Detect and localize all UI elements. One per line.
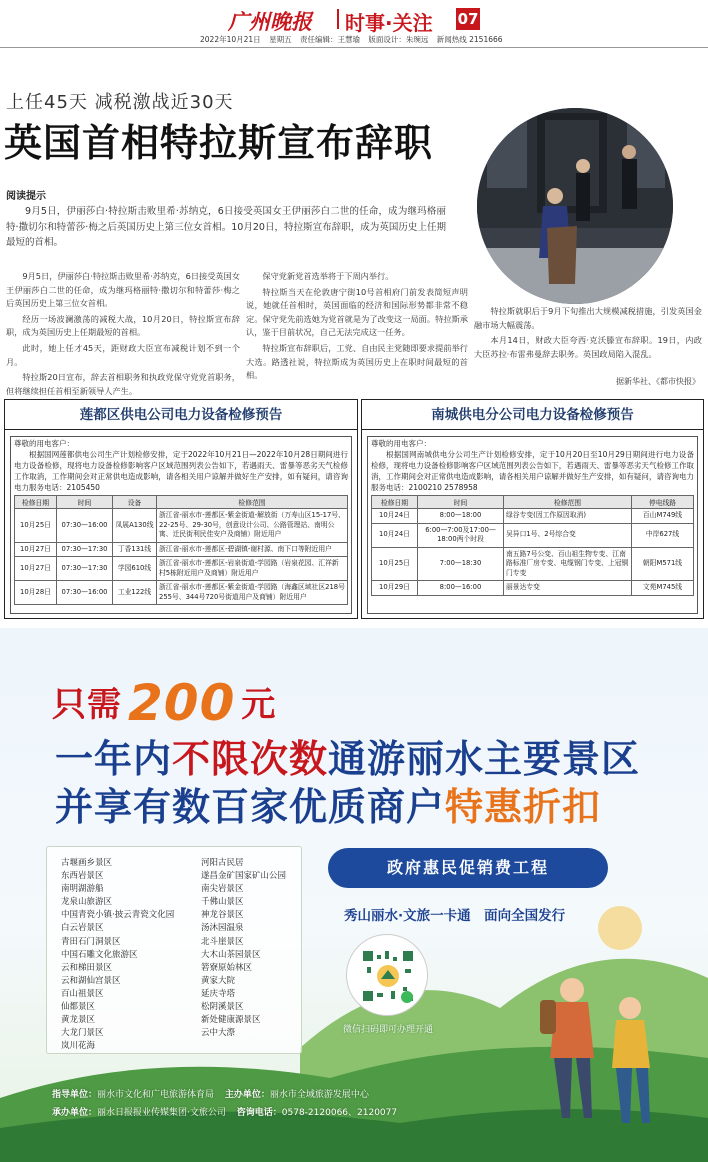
masthead [0, 0, 708, 48]
table-row [372, 509, 694, 524]
ad-text: 只需 [52, 685, 122, 725]
column-header: 时间 [418, 496, 504, 509]
notice-greeting: 尊敬的用电客户： [371, 439, 431, 448]
maintenance-table [14, 495, 348, 605]
cell-range: 浙江省-丽水市-莲都区-紫金街道-解放街（万寿山区15-17号、22-25号、29-30号，创意设计公司、公路管理站、南明公寓、迁民街利民佳安户及商铺）附近用户 [157, 509, 348, 543]
cell-date: 10月27日 [15, 542, 57, 557]
paragraph: 保守党新党首选举将于下周内举行。 [262, 271, 394, 281]
list-item: 百山祖景区 [61, 988, 104, 999]
cell-date: 10月29日 [372, 581, 418, 596]
paragraph: 经历一场波澜激荡的减税大战，10月20日，特拉斯宣布辞职，成为英国历史上任期最短的首相。 [6, 313, 240, 338]
list-item: 云中大漈 [201, 1028, 236, 1039]
masthead-info [200, 34, 509, 45]
cell-time: 6:00—7:00及17:00—18:00两个时段 [418, 523, 504, 547]
cell-range: 南五路7号公变、百山祖生物专变、江南路标准厂房专变、电缆钢门专变、上冠铜门专变 [504, 547, 632, 581]
page-number: 07 [457, 10, 479, 28]
cell-line: 中岸627线 [632, 523, 694, 547]
host-value: 丽水市全域旅游发展中心 [269, 1090, 369, 1100]
notice-title: 莲都区供电公司电力设备检修预告 [5, 400, 357, 430]
list-item: 南尖岩景区 [201, 884, 244, 895]
footer-line-2 [52, 1104, 397, 1122]
article-credit: 据新华社、《都市快报》 [616, 377, 700, 386]
list-item: 北斗崖景区 [201, 936, 244, 947]
article-column-3 [474, 305, 702, 363]
table-row [372, 523, 694, 547]
column-header: 检修日期 [372, 496, 418, 509]
list-item: 中国青瓷小镇·披云青瓷文化园 [61, 910, 175, 921]
issue-date: 2022年10月21日 [200, 35, 261, 44]
qr-code-icon[interactable] [346, 934, 428, 1016]
list-item: 白云岩景区 [61, 923, 104, 934]
ad-text: 元 [241, 685, 277, 725]
cell-device: 工业122线 [113, 581, 157, 605]
list-item: 大木山茶园景区 [201, 949, 261, 960]
ad-text: 通游丽水主要景区 [328, 737, 641, 781]
list-item: 古堰画乡景区 [61, 858, 113, 868]
lead-text: 9月5日，伊丽莎白·特拉斯击败里希·苏纳克，6日接受英国女王伊丽莎白二世的任命，成为继玛格丽特·撒切尔和特蕾莎·梅之后英国历史上第三位女首相。10月20日，特拉斯宣布辞职，成为英国历史上任期最短的首相。 [6, 206, 446, 248]
table-row [15, 557, 348, 581]
list-item: 中国石雕文化旅游区 [61, 949, 138, 960]
list-item: 黄家大院 [201, 975, 236, 986]
list-item: 龙泉山旅游区 [61, 897, 113, 908]
paragraph: 特拉斯20日宣布，辞去首相职务和执政党保守党党首职务，但将继续担任首相至新领导人产生。 [6, 372, 240, 396]
paragraph: 特拉斯就职后于9月下旬推出大规模减税措施，引发英国金融市场大幅震荡。 [474, 306, 702, 330]
article-subtitle: 上任45天 减税激战近30天 [6, 92, 234, 113]
cell-time: 8:00—16:00 [418, 581, 504, 596]
notice-text: 根据国网莲都供电公司生产计划检修安排，定于2022年10月21日—2022年10月28日期间进行电力设备检修，现将电力设备检修影响客户区域范围列表公告如下，若遇雨天、雷暴等恶劣天气检修工作取消，工作期间会对正常供电造成影响，请各相关用户谅解并做好生产安排，如有疑问，请咨询电力服务电话：2105450 [14, 450, 348, 492]
list-item: 汤沐园温泉 [201, 923, 244, 934]
section-name: 时事·关注 [345, 11, 433, 35]
ad-text: 一年内 [55, 737, 173, 781]
ad-text: 并享有数百家优质商户 [55, 785, 446, 829]
article-column-1 [6, 270, 240, 400]
list-item: 新处健康源景区 [201, 1015, 261, 1026]
column-header: 停电线路 [632, 496, 694, 509]
spot-column-right [201, 857, 286, 1040]
article-headline: 英国首相特拉斯宣布辞职 [4, 121, 434, 165]
cell-line: 朝阳M571线 [632, 547, 694, 581]
paragraph: 特拉斯当天在伦敦唐宁街10号首相府门前发表简短声明说，她就任首相时，英国面临的经济和国际形势都非常不稳定。保守党先前选她为党首就是为了改变这一局面。特拉斯承认，鉴于目前状况，自己无法完成这一任务。 [246, 286, 468, 338]
program-banner: 政府惠民促销费工程 [328, 848, 608, 888]
ad-headline-2 [55, 728, 640, 783]
maintenance-table [371, 495, 694, 596]
list-item: 黄龙景区 [61, 1015, 96, 1026]
cell-date: 10月28日 [15, 581, 57, 605]
cell-date: 10月25日 [372, 547, 418, 581]
list-item: 遂昌金矿国家矿山公园 [201, 871, 287, 882]
cell-line: 百山M749线 [632, 509, 694, 524]
ad-price: 200 [128, 674, 236, 732]
masthead-divider [337, 9, 339, 29]
cell-range: 浙江省-丽水市-莲都区-岩泉街道-学园路（岩泉花园、汇祥新村5栋附近用户及商铺）附近用户 [157, 557, 348, 581]
qr-caption: 微信扫码即可办理开通 [342, 1025, 433, 1035]
list-item: 东西岩景区 [61, 871, 104, 882]
list-item: 云和梯田景区 [61, 962, 113, 973]
notice-body [367, 436, 698, 614]
paper-name: 广州晚报 [228, 9, 312, 34]
ad-slogan: 秀山丽水·文旅一卡通 面向全国发行 [344, 908, 566, 924]
spot-column-left [61, 857, 174, 1053]
undertake-label: 承办单位： [52, 1108, 98, 1118]
list-item: 延庆寺塔 [201, 988, 236, 999]
cell-range: 浙江省-丽水市-莲都区-碧湖镇-谢村源、南下口等附近用户 [157, 542, 348, 557]
cell-time: 07:30—17:30 [57, 542, 113, 557]
cell-date: 10月24日 [372, 509, 418, 524]
list-item: 大龙门景区 [61, 1028, 104, 1039]
notice-nancheng [361, 399, 704, 619]
list-item: 松阴溪景区 [201, 1002, 244, 1013]
designer: 版面设计：朱琬远 [368, 35, 429, 44]
cell-time: 07:30—16:00 [57, 581, 113, 605]
editor: 责任编辑：王慧瑜 [299, 35, 360, 44]
cell-range: 浙江省-丽水市-莲都区-紫金街道-学园路（海鑫区域社区218号255号、344号720号街道用户及商铺）附近用户 [157, 581, 348, 605]
list-item: 神龙谷景区 [201, 910, 244, 921]
lead-label: 阅读提示 [6, 191, 46, 202]
column-header: 时间 [57, 496, 113, 509]
phone-value: 0578-2120066、2120077 [281, 1108, 398, 1118]
notice-body [10, 436, 352, 614]
cell-time: 07:30—17:30 [57, 557, 113, 581]
list-item: 青田石门洞景区 [61, 936, 121, 947]
cell-range: 绿谷专变(因工作原因取消) [504, 509, 632, 524]
cell-date: 10月24日 [372, 523, 418, 547]
cell-range: 丽景达专变 [504, 581, 632, 596]
column-header: 设备 [113, 496, 157, 509]
column-header: 检修日期 [15, 496, 57, 509]
ad-highlight: 特惠折扣 [445, 785, 602, 829]
column-header: 检修范围 [157, 496, 348, 509]
list-item: 南明湖游船 [61, 884, 104, 895]
phone-label: 咨询电话： [236, 1108, 282, 1118]
cell-time: 07:30—16:00 [57, 509, 113, 543]
notice-title: 南城供电分公司电力设备检修预告 [362, 400, 703, 430]
table-row [372, 581, 694, 596]
weekday: 星期五 [269, 35, 292, 44]
ad-headline-3 [55, 776, 601, 831]
hotline: 新闻热线 2151666 [436, 35, 503, 44]
notice-greeting: 尊敬的用电客户： [14, 439, 74, 448]
cell-time: 8:00—18:00 [418, 509, 504, 524]
news-photo [477, 108, 673, 304]
list-item: 千佛山景区 [201, 897, 244, 908]
cell-device: 丁香131线 [113, 542, 157, 557]
scenic-spot-list [46, 846, 302, 1054]
cell-date: 10月27日 [15, 557, 57, 581]
paragraph: 此时，她上任才45天，距财政大臣宣布减税计划不到一个月。 [6, 342, 240, 367]
footer-line-1 [52, 1086, 397, 1104]
table-row [15, 542, 348, 557]
guide-label: 指导单位： [52, 1090, 98, 1100]
table-row [372, 547, 694, 581]
cell-range: 吴异口1号、2号综合变 [504, 523, 632, 547]
ad-price-line [52, 674, 276, 732]
guide-value: 丽水市文化和广电旅游体育局 [97, 1090, 215, 1100]
list-item: 岚川花海 [61, 1041, 96, 1052]
ad-highlight: 不限次数 [172, 737, 329, 781]
table-row [15, 509, 348, 543]
table-row [15, 581, 348, 605]
tourism-card-advert [0, 628, 708, 1162]
cell-device: 学园610线 [113, 557, 157, 581]
list-item: 云和湖仙宫景区 [61, 975, 121, 986]
host-label: 主办单位： [224, 1090, 270, 1100]
notice-liandu [4, 399, 358, 619]
column-header: 检修范围 [504, 496, 632, 509]
list-item: 仙都景区 [61, 1002, 96, 1013]
paragraph: 本月14日，财政大臣夸西·克沃滕宣布辞职。19日，内政大臣苏拉·布雷弗曼辞去职务。英国政局陷入混乱。 [474, 335, 702, 359]
paragraph: 9月5日，伊丽莎白·特拉斯击败里希·苏纳克，6日接受英国女王伊丽莎白二世的任命，成为继玛格丽特·撒切尔和特蕾莎·梅之后英国历史上第三位女首相。 [6, 271, 240, 309]
cell-line: 文苑M745线 [632, 581, 694, 596]
article-column-2 [246, 270, 468, 385]
paragraph: 特拉斯宣布辞职后，工党、自由民主党随即要求提前举行大选。路透社说，特拉斯成为英国历史上在职时间最短的首相。 [246, 342, 468, 381]
ad-footer [52, 1086, 397, 1122]
undertake-value: 丽水日报报业传媒集团·文旅公司 [97, 1108, 226, 1118]
cell-device: 凤展A130线 [113, 509, 157, 543]
notice-text: 根据国网南城供电分公司生产计划检修安排，定于10月20日至10月29日期间进行电力设备检修，现将电力设备检修影响客户区域范围列表公告如下，若遇雨天、雷暴等恶劣天气检修工作取消，工作期间会对正常供电造成影响，请各相关用户谅解并做好生产安排，如有疑问，请咨询电力服务电话：2100210 2578958 [371, 450, 694, 492]
cell-date: 10月25日 [15, 509, 57, 543]
cell-time: 7:00—18:30 [418, 547, 504, 581]
list-item: 河阳古民居 [201, 858, 244, 868]
list-item: 箬寮原始林区 [201, 962, 253, 973]
